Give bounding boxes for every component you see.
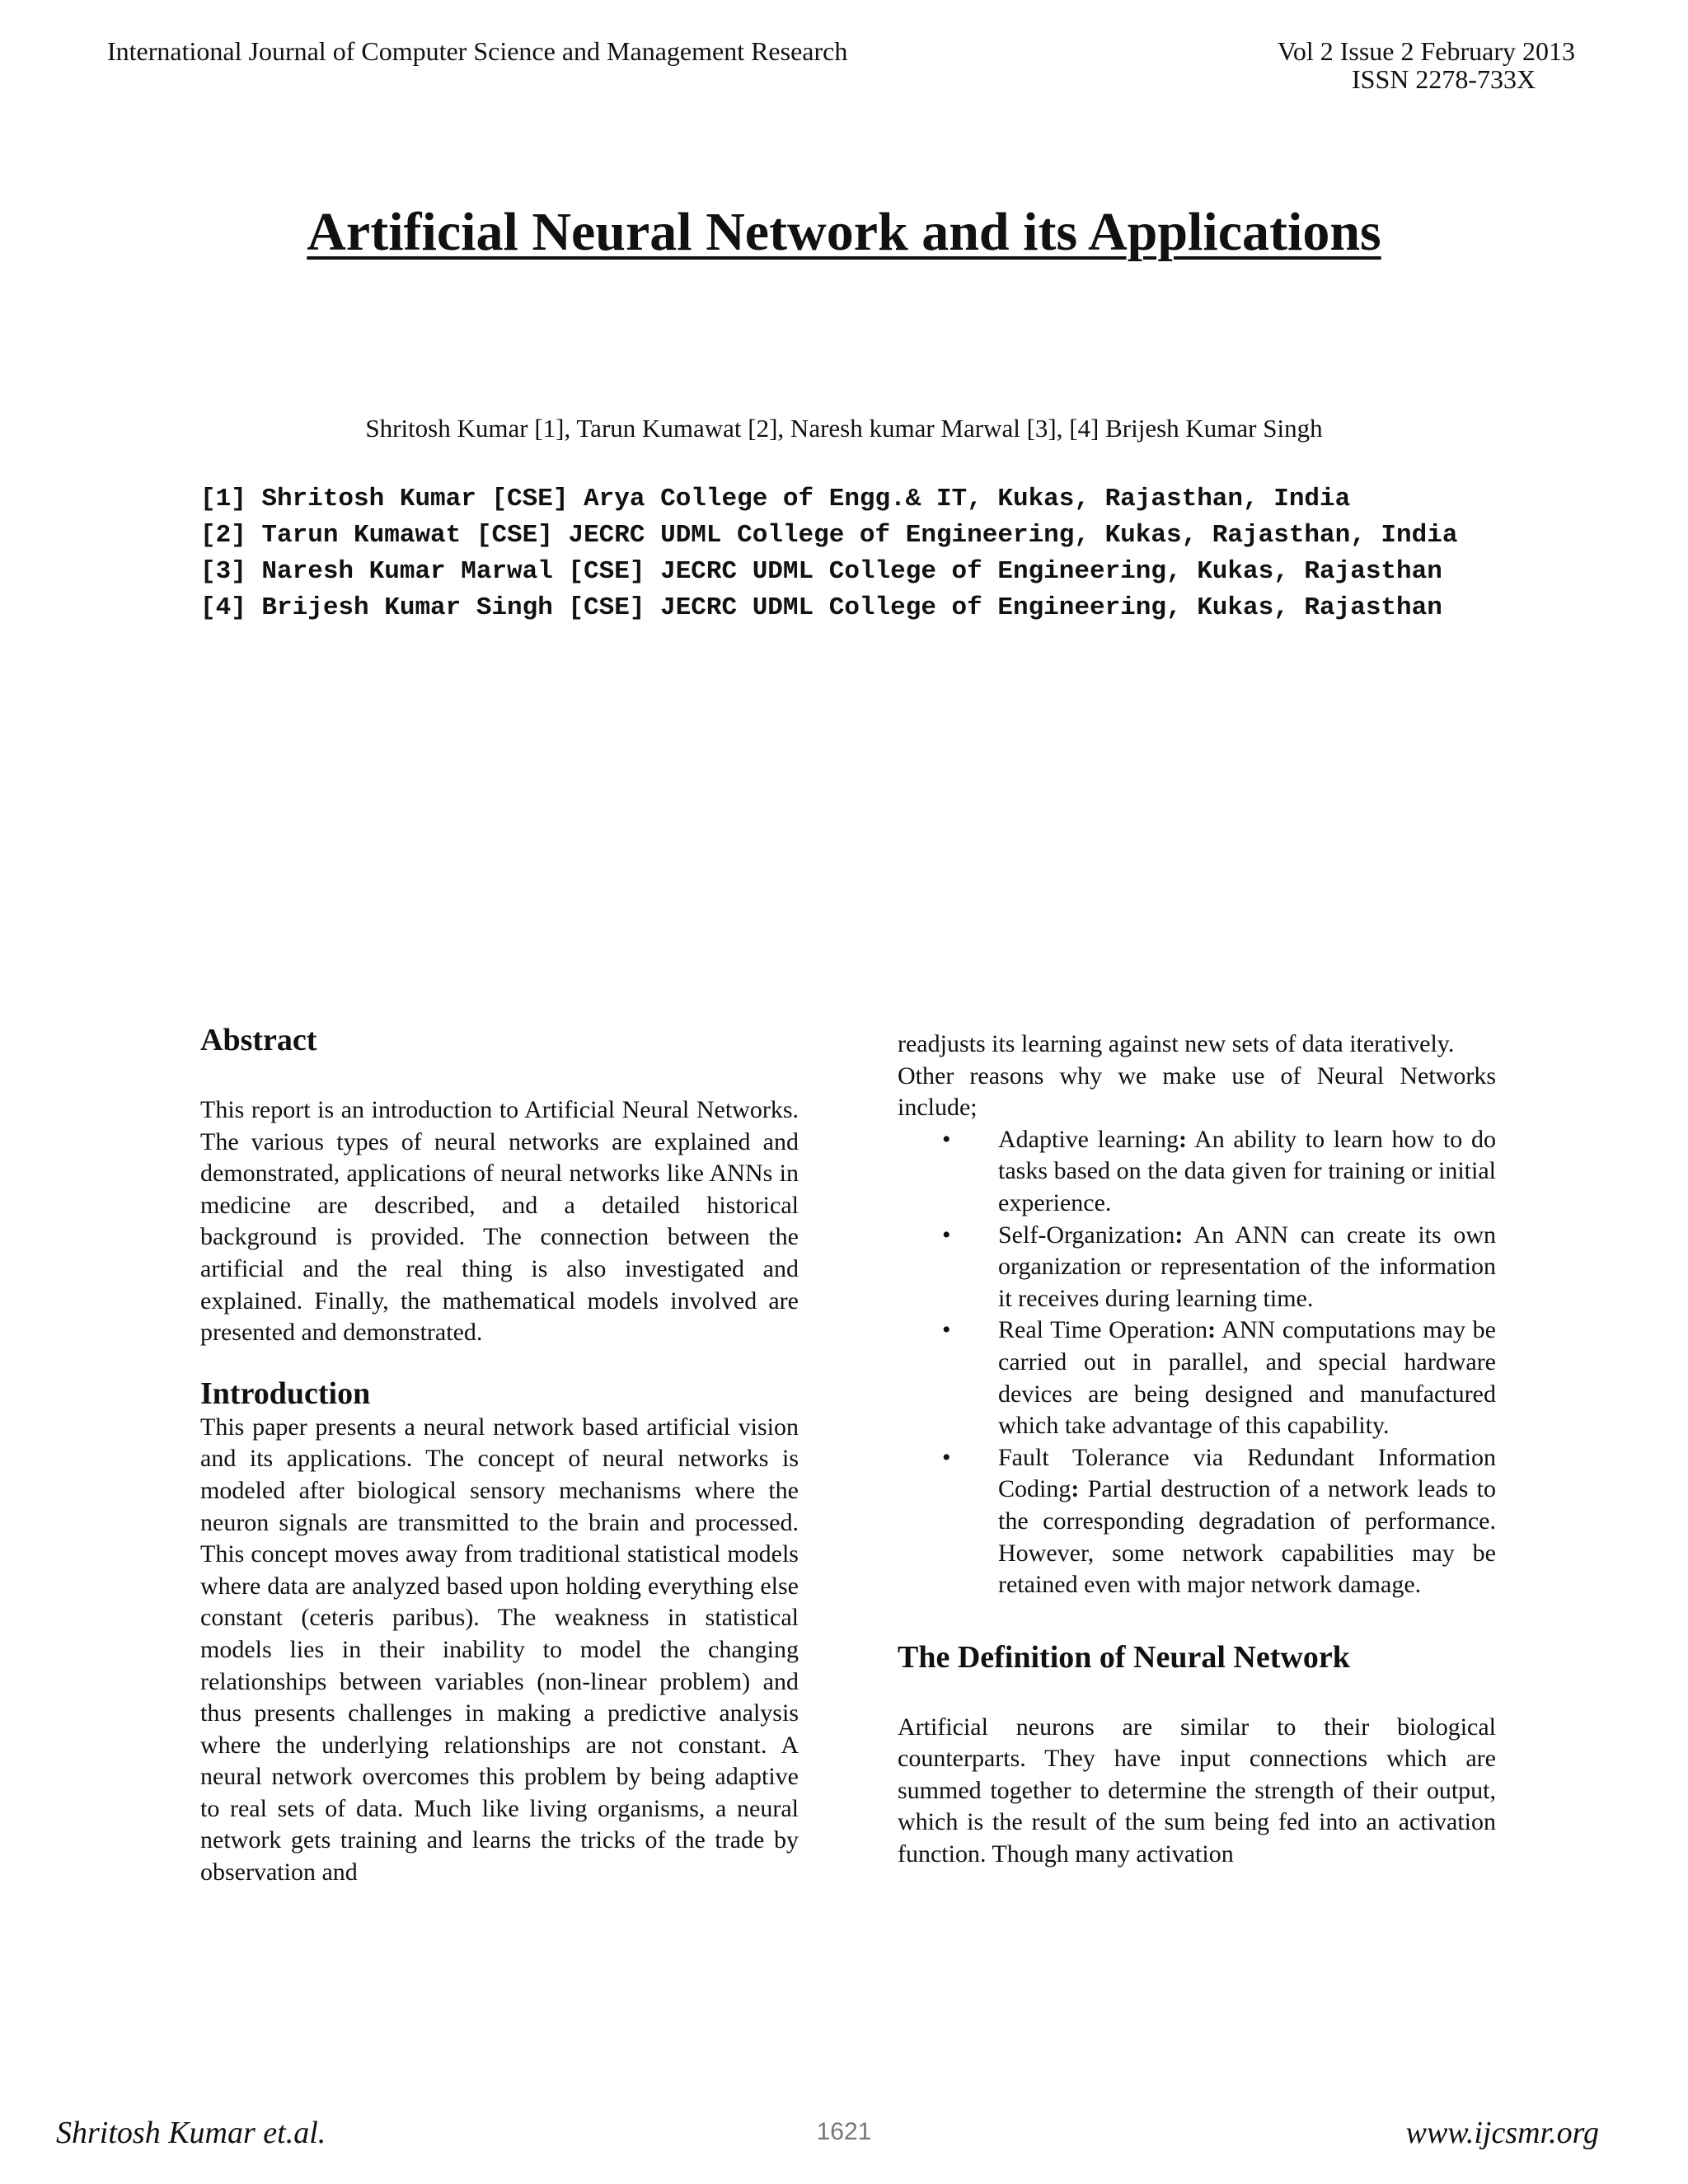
- page-number: 1621: [816, 2118, 872, 2145]
- issue-info: Vol 2 Issue 2 February 2013: [1277, 36, 1575, 66]
- paper-title-text: Artificial Neural Network and its Applications: [307, 202, 1381, 262]
- affiliation-4: [4] Brijesh Kumar Singh [CSE] JECRC UDML College of Engineering, Kukas, Rajasthan: [200, 593, 1442, 622]
- continuation-text: readjusts its learning against new sets of data iteratively.: [898, 1030, 1455, 1057]
- affiliations: [200, 481, 1457, 626]
- bullet-term: Self-Organization: [998, 1221, 1175, 1249]
- definition-text: Artificial neurons are similar to their biological counterparts. They have input connections which are summed together to determine the strength of their output, which is the result of the sum being fed into an activation function. Though many activation: [898, 1713, 1496, 1868]
- bullet-text: An ability to learn how to do tasks based on the data given for training or initial experience.: [998, 1125, 1496, 1216]
- bullet-text: An ANN can create its own organization or representation of the information it receives during learning time.: [998, 1221, 1496, 1312]
- authors-line: Shritosh Kumar [1], Tarun Kumawat [2], Naresh kumar Marwal [3], [4] Brijesh Kumar Singh: [365, 414, 1323, 443]
- list-item: • Self-Organization: An ANN can create its own organization or representation of the information it receives during learning time.: [898, 1220, 1496, 1315]
- affiliation-3: [3] Naresh Kumar Marwal [CSE] JECRC UDML College of Engineering, Kukas, Rajasthan: [200, 557, 1442, 586]
- introduction-text: This paper presents a neural network based artificial vision and its applications. The concept of neural networks is modeled after biological sensory mechanisms where the neuron signals are transmitted to the brain and processed. This concept moves away from traditional statistical models where data are analyzed based upon holding everything else constant (ceteris paribus). The weakness in statistical models lies in their inability to model the changing relationships between variables (non-linear problem) and thus presents challenges in making a predictive analysis where the underlying relationships are not constant. A neural network overcomes this problem by being adaptive to real sets of data. Much like living organisms, a neural network gets training and learns the tricks of the trade by observation and: [200, 1413, 799, 1886]
- bullet-text: ANN computations may be carried out in parallel, and special hardware devices are being designed and manufactured which take advantage of this capability.: [998, 1316, 1496, 1440]
- journal-name: International Journal of Computer Science and Management Research: [107, 36, 848, 66]
- reasons-intro: Other reasons why we make use of Neural Networks include;: [898, 1062, 1496, 1122]
- issn: ISSN 2278-733X: [1352, 64, 1536, 94]
- abstract-text: This report is an introduction to Artificial Neural Networks. The various types of neural networks are explained and demonstrated, applications of neural networks like ANNs in medicine are described, and a detailed historical background is provided. The connection between the artificial and the real thing is also investigated and explained. Finally, the mathematical models involved are presented and demonstrated.: [200, 1096, 799, 1347]
- right-column: [898, 1029, 1496, 1871]
- reasons-list: [898, 1124, 1496, 1601]
- footer-author: Shritosh Kumar et.al.: [56, 2116, 326, 2150]
- list-item: • Real Time Operation: ANN computations may be carried out in parallel, and special hardware devices are being designed and manufactured which take advantage of this capability.: [898, 1315, 1496, 1441]
- bullet-term: Real Time Operation: [998, 1316, 1208, 1344]
- list-item: • Adaptive learning: An ability to learn how to do tasks based on the data given for training or initial experience.: [898, 1124, 1496, 1220]
- bullet-term: Fault Tolerance via Redundant Information Coding: [998, 1443, 1496, 1503]
- bullet-text: Partial destruction of a network leads to the corresponding degradation of performance. However, some network capabilities may be retained even with major network damage.: [998, 1475, 1496, 1599]
- list-item: • Fault Tolerance via Redundant Information Coding: Partial destruction of a network leads to the corresponding degradation of performance. However, some network capabilities may be retained even with major network damage.: [898, 1442, 1496, 1601]
- paper-title: [0, 199, 1688, 265]
- affiliation-2: [2] Tarun Kumawat [CSE] JECRC UDML College of Engineering, Kukas, Rajasthan, India: [200, 521, 1458, 550]
- left-column: [200, 1022, 799, 1889]
- introduction-heading: Introduction: [200, 1376, 371, 1411]
- footer-website: www.ijcsmr.org: [1405, 2116, 1599, 2150]
- abstract-heading: Abstract: [200, 1023, 317, 1057]
- affiliation-1: [1] Shritosh Kumar [CSE] Arya College of Engg.& IT, Kukas, Rajasthan, India: [200, 485, 1351, 513]
- definition-heading: The Definition of Neural Network: [898, 1639, 1350, 1675]
- bullet-term: Adaptive learning: [998, 1125, 1179, 1153]
